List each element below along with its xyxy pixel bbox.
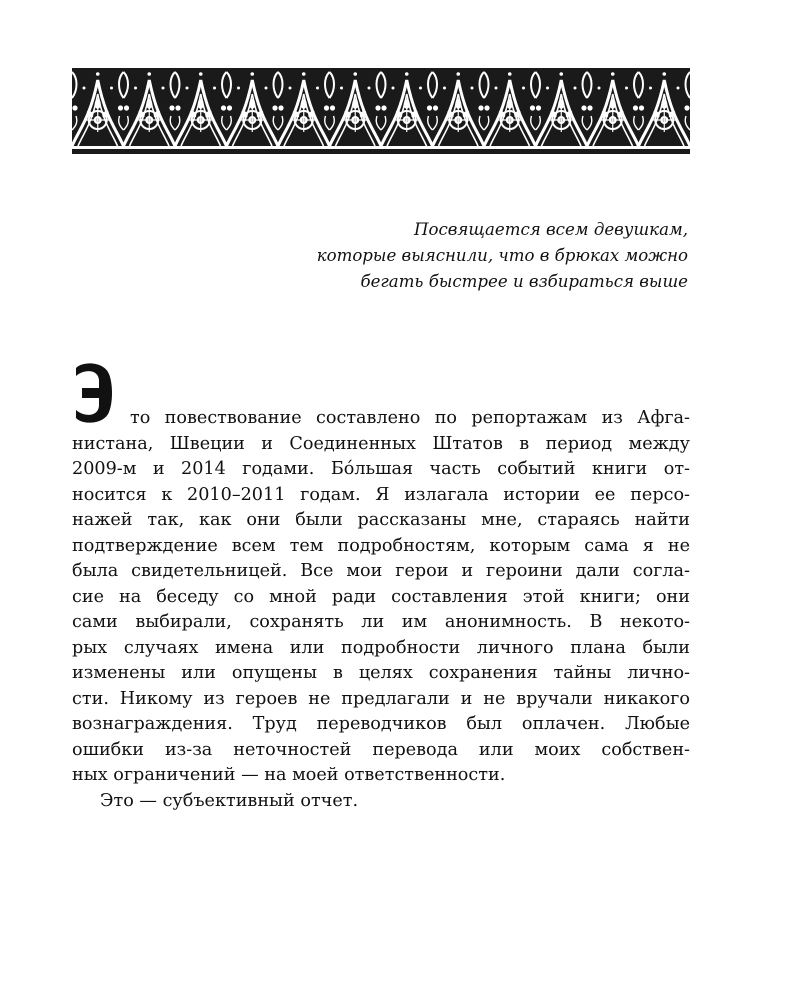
body-line: нистана, Швеции и Соединенных Штатов в период между [72,433,690,454]
body-line: вознаграждения. Труд переводчиков был оплачен. Любые [72,714,690,734]
body-line: то повествование составлено по репортажам из Афга- [130,408,690,428]
dedication-line: Посвящается всем девушкам, [414,220,688,239]
body-line: сами выбирали, сохранять ли им анонимность. В некото- [72,612,690,632]
ornamental-border [72,68,690,154]
body-line: 2009-м и 2014 годами. Бóльшая часть событий книги от- [72,459,690,479]
body-line: рых случаях имена или подробности личного плана были [72,637,690,658]
body-line: сти. Никому из героев не предлагали и не вручали никакого [72,688,690,709]
dedication-line: которые выяснили, что в брюках можно [316,246,688,265]
body-line: изменены или опущены в целях сохранения тайны лично- [72,663,690,683]
body-line: ных ограничений — на моей ответственности. [72,765,506,785]
body-line: носится к 2010–2011 годам. Я излагала истории ее персо- [72,484,690,505]
body-line: ошибки из-за неточностей перевода или моих собствен- [72,739,690,760]
body-line: нажей так, как они были рассказаны мне, стараясь найти [72,510,690,530]
body-line: была свидетельницей. Все мои герои и героини дали согла- [72,561,690,581]
body-line: подтверждение всем тем подробностям, которым сама я не [72,535,690,556]
body-line: сие на беседу со мной ради составления этой книги; они [72,586,690,607]
final-paragraph: Это — субъективный отчет. [100,790,359,811]
body-paragraph [72,406,690,814]
dedication-line: бегать быстрее и взбираться выше [360,272,688,291]
dedication [200,217,688,295]
